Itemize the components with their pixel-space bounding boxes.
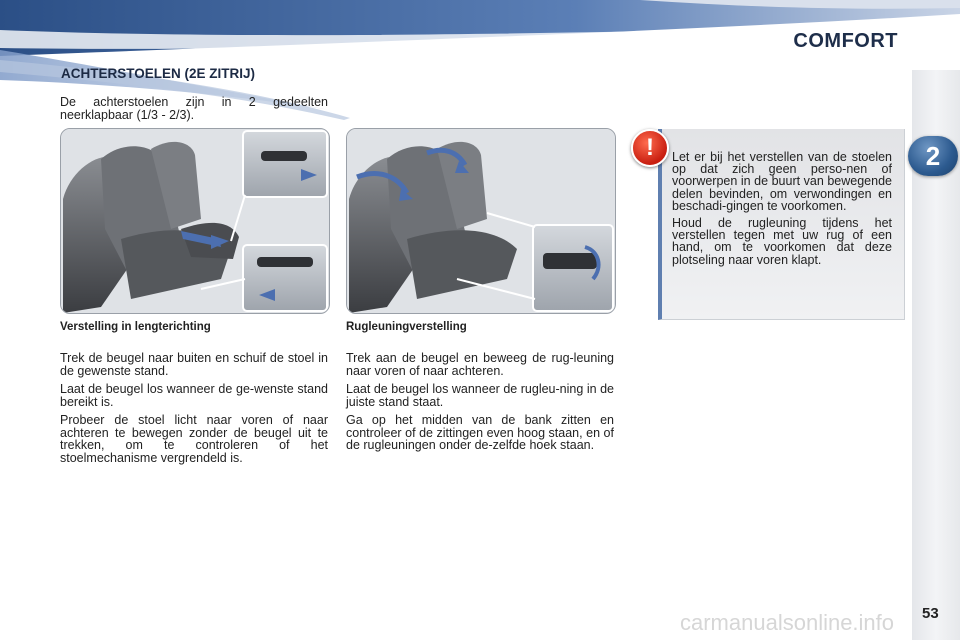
caption-backrest-adjust: Rugleuningverstelling (346, 321, 467, 333)
warning-paragraph: Let er bij het verstellen van de stoelen op dat zich geen perso-nen of voorwerpen in de buurt van bewegende delen bevinden, om verwondingen en beschadi-gingen te voorkomen. (672, 150, 892, 213)
caption-length-adjust: Verstelling in lengterichting (60, 321, 211, 333)
paragraph: Laat de beugel los wanneer de ge-wenste stand bereikt is. (60, 382, 328, 409)
right-body-text (346, 352, 614, 458)
page-number: 53 (922, 605, 939, 622)
warning-paragraph: Houd de rugleuning tijdens het verstellen tegen met uw rug of een hand, om te voorkomen dat deze plotseling naar voren klapt. (672, 216, 892, 267)
paragraph: Trek de beugel naar buiten en schuif de stoel in de gewenste stand. (60, 351, 328, 378)
chapter-title: COMFORT (793, 30, 898, 52)
exclamation-icon: ! (631, 129, 669, 167)
paragraph: Probeer de stoel licht naar voren of naar achteren te bewegen zonder de beugel uit te trekken, om te controleren of het stoelmechanisme vergrendeld is. (60, 413, 328, 465)
seat-slide-illustration (60, 128, 330, 314)
intro-text: De achterstoelen zijn in 2 gedeelten neerklapbaar (1/3 - 2/3). (60, 95, 328, 122)
paragraph: Trek aan de beugel en beweeg de rug-leuning naar voren of naar achteren. (346, 351, 614, 378)
left-body-text (60, 352, 328, 470)
warning-text (672, 151, 892, 271)
chapter-number-badge: 2 (908, 136, 958, 176)
paragraph: Ga op het midden van de bank zitten en controleer of de zittingen even hoog staan, en of de rugleuningen onder de-zelfde hoek staan. (346, 413, 614, 452)
section-title: ACHTERSTOELEN (2E ZITRIJ) (61, 66, 256, 81)
watermark: carmanualsonline.info (680, 610, 895, 635)
paragraph: Laat de beugel los wanneer de rugleu-ning in de juiste stand staat. (346, 382, 614, 409)
backrest-adjust-illustration (346, 128, 616, 314)
